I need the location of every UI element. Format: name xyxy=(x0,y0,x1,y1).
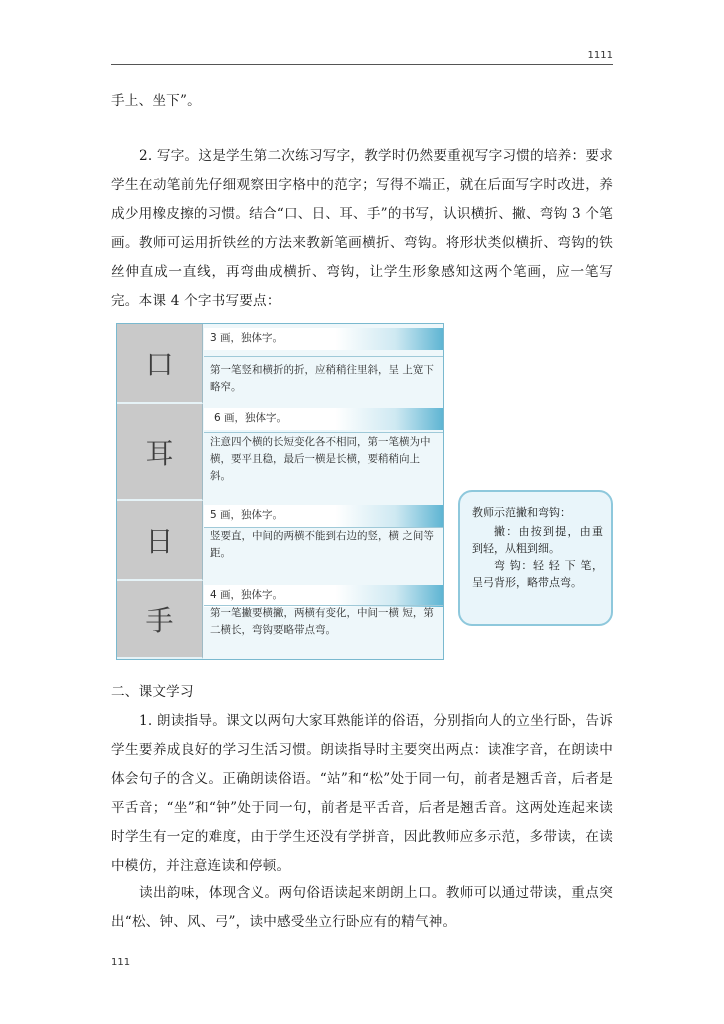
writing-tip: 竖要直，中间的两横不能到右边的竖，横 之间等距。 xyxy=(210,530,434,559)
paragraph-continuation: 手上、坐下”。 xyxy=(111,93,201,109)
character: 手 xyxy=(145,604,174,637)
callout-line-pie: 撇：由按到提，由重到轻，从粗到细。 xyxy=(472,525,603,555)
paragraph-reading-guide: 1. 朗读指导。课文以两句大家耳熟能详的俗语，分别指向人的立坐行卧，告诉学生要养成良好的学习生活习惯。朗读指导时主要突出两点：读准字音，在朗读中体会句子的含义。正确朗读俗语。“站”和“松”处于同一句，前者是翘舌音，后者是平舌音；“坐”和“钟”处于同一句，前者是平舌音，后者是翘舌音。这两处连起来读时学生有一定的难度，由于学生还没有学拼音，因此教师应多示范，多带读，在读中模仿，并注意连读和停顿。 xyxy=(111,713,613,874)
stroke-count: 4 画，独体字。 xyxy=(210,589,284,601)
desc-cell xyxy=(204,501,443,581)
footer-page-number: 111 xyxy=(111,957,131,968)
table-row xyxy=(117,324,443,404)
desc-cell xyxy=(204,324,443,404)
header-page-number: 1111 xyxy=(587,50,613,61)
paragraph-reading-rhythm: 读出韵味，体现含义。两句俗语读起来朗朗上口。教师可以通过带读，重点突出“松、钟、风、弓”，读中感受坐立行卧应有的精气神。 xyxy=(111,885,613,930)
char-cell xyxy=(117,501,203,581)
char-cell xyxy=(117,581,203,659)
stroke-count: 6 画，独体字。 xyxy=(214,412,288,424)
char-cell xyxy=(117,404,203,501)
paragraph-writing: 2. 写字。这是学生第二次练习写字，教学时仍然要重视写字习惯的培养：要求学生在动笔前先仔细观察田字格中的范字；写得不端正，就在后面写字时改进，养成少用橡皮擦的习惯。结合“口、日、耳、手”的书写，认识横折、撇、弯钩 3 个笔画。教师可运用折铁丝的方法来教新笔画横折、弯钩。将形状类似横折、弯钩的铁丝伸直成一直线，再弯曲成横折、弯钩，让学生形象感知这两个笔画，应一笔写完。本课 4 个字书写要点： xyxy=(111,148,613,309)
character: 口 xyxy=(145,348,174,381)
stroke-count: 3 画，独体字。 xyxy=(210,332,284,344)
char-cell xyxy=(117,324,203,404)
writing-tip: 注意四个横的长短变化各不相同，第一笔横为中横，要平且稳，最后一横是长横，要稍稍向上斜。 xyxy=(210,436,431,482)
character: 耳 xyxy=(145,436,174,470)
header-rule xyxy=(111,64,613,65)
character: 日 xyxy=(145,525,174,558)
desc-cell xyxy=(204,404,443,501)
callout-title: 教师示范撇和弯钩： xyxy=(472,506,571,519)
writing-points-table xyxy=(116,323,444,660)
teacher-demo-callout xyxy=(458,490,613,626)
callout-line-wangou: 弯 钩：轻 轻 下 笔，呈弓背形，略带点弯。 xyxy=(472,559,603,589)
table-row xyxy=(117,501,443,581)
writing-tip: 第一笔撇要横撇，两横有变化，中间一横 短，第二横长，弯钩要略带点弯。 xyxy=(210,607,434,636)
section-title: 二、课文学习 xyxy=(111,684,194,700)
table-row xyxy=(117,404,443,501)
table-row xyxy=(117,581,443,659)
stroke-count: 5 画，独体字。 xyxy=(210,509,284,521)
desc-cell xyxy=(204,581,443,659)
writing-tip: 第一笔竖和横折的折，应稍稍往里斜，呈 上宽下略窄。 xyxy=(210,364,434,393)
